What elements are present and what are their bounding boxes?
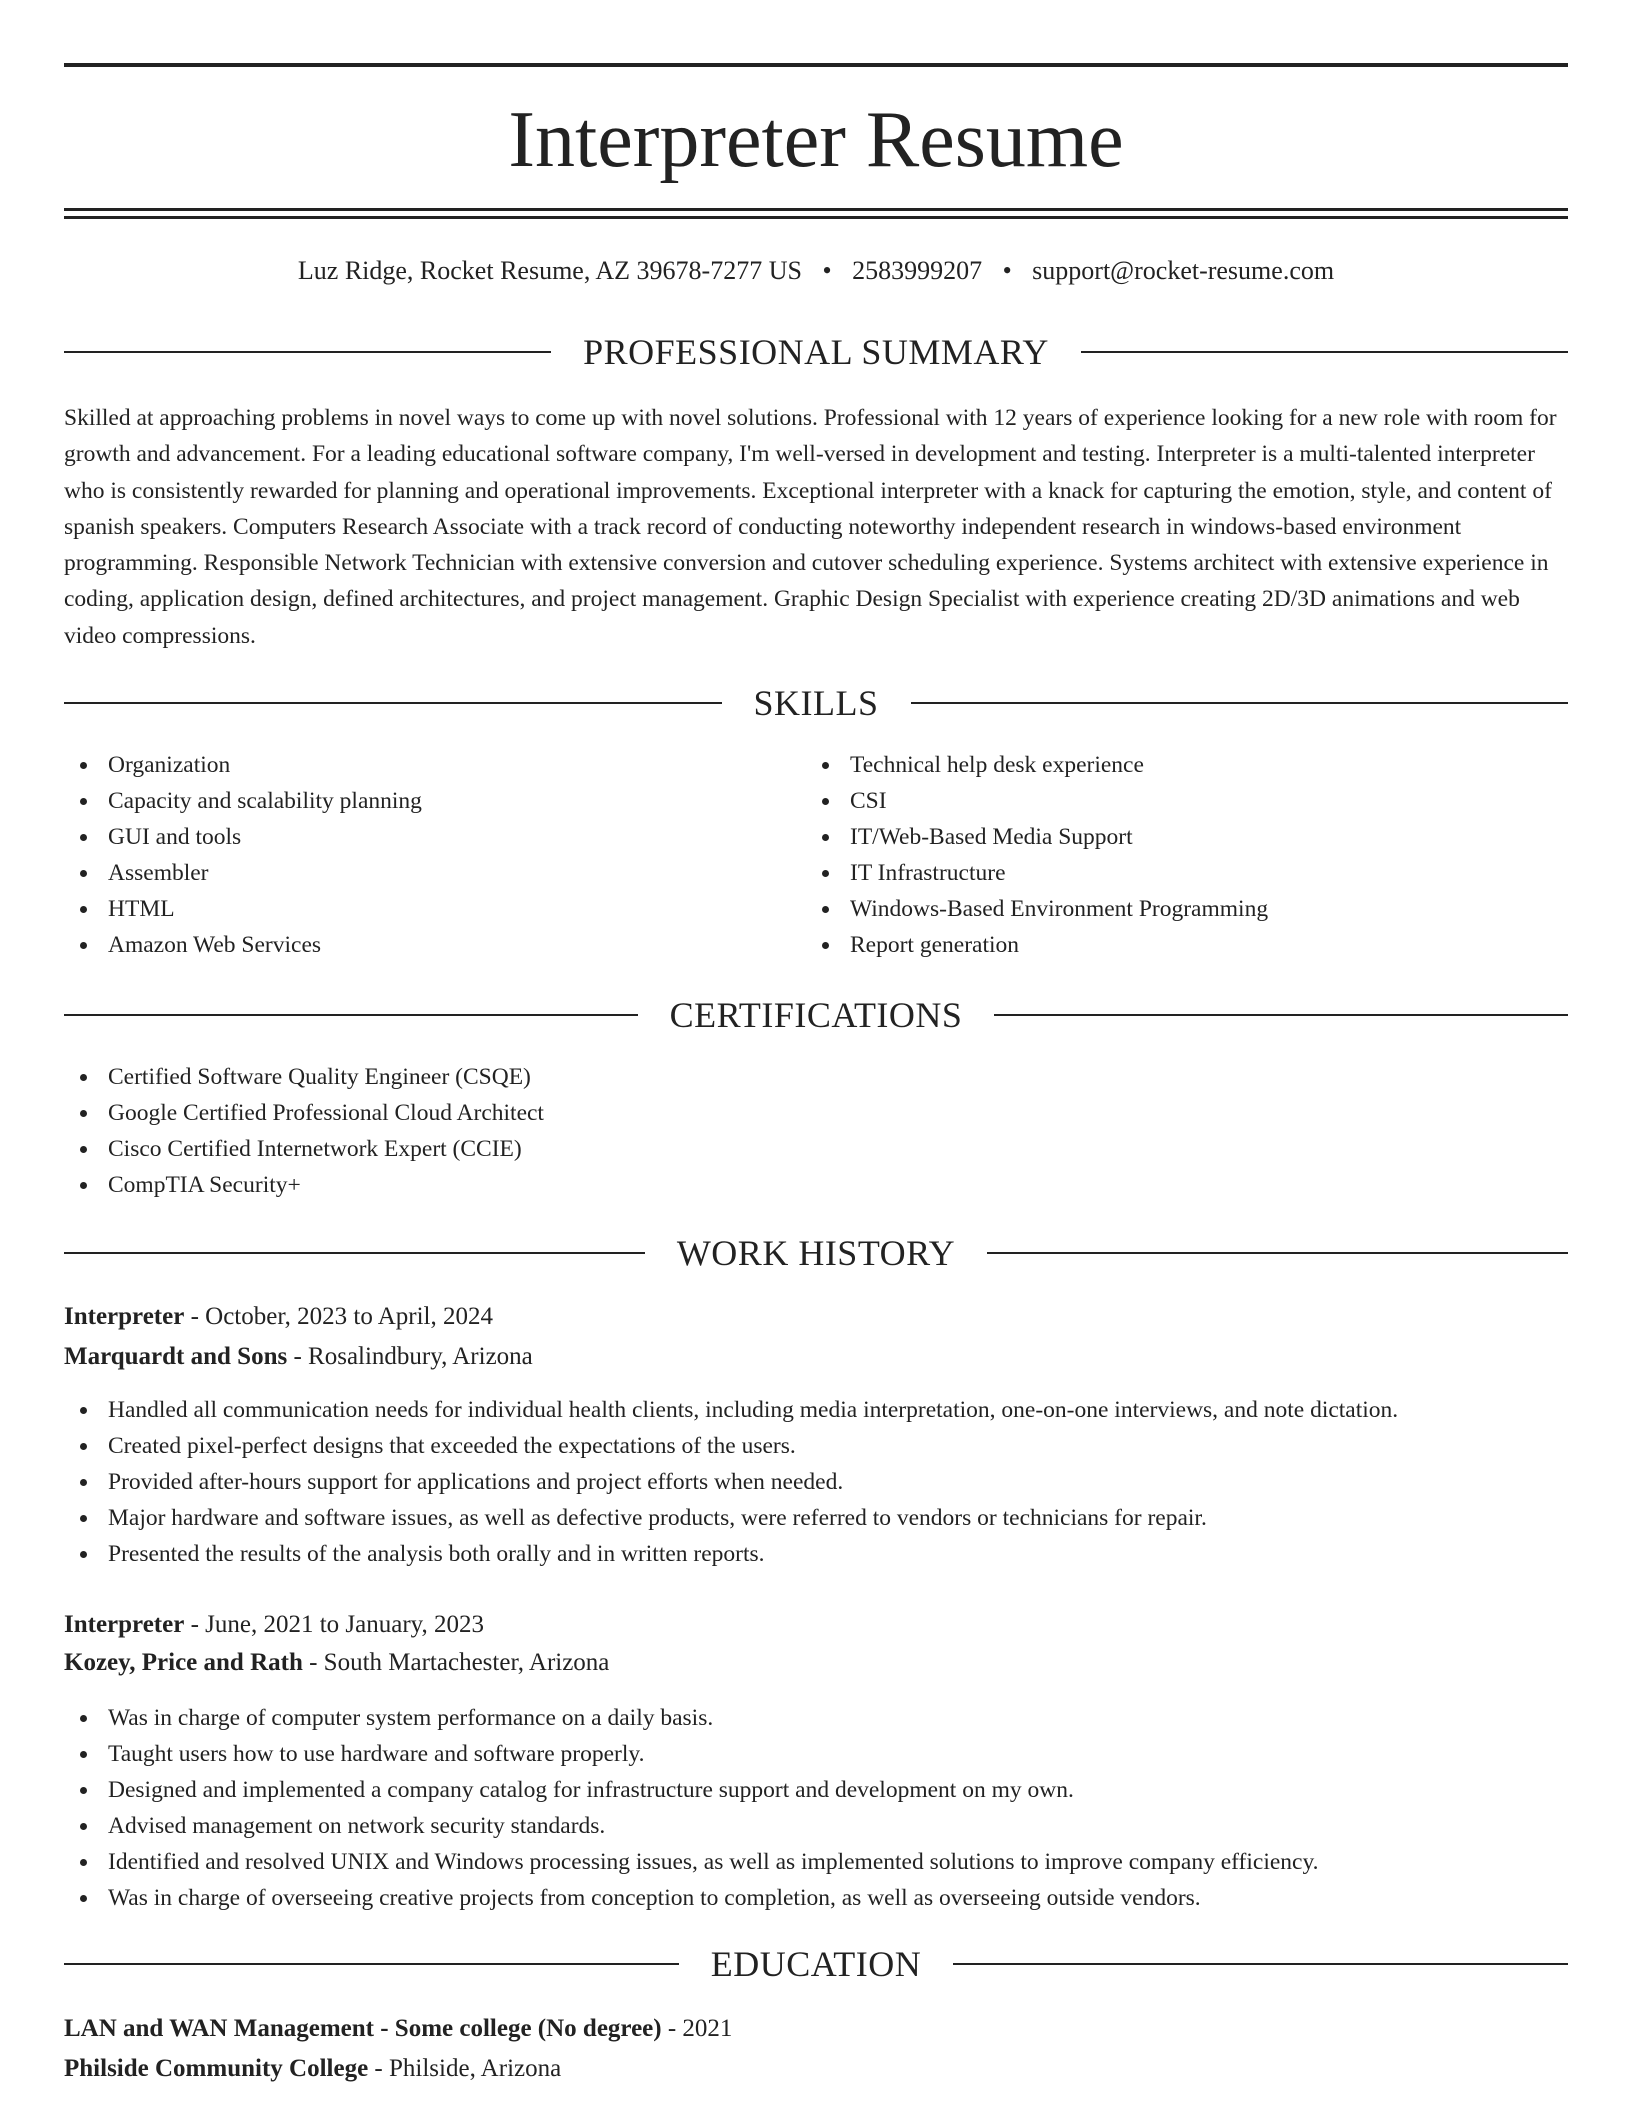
contact-separator: •	[822, 256, 832, 285]
certification-item: Certified Software Quality Engineer (CSQE)	[64, 1059, 1464, 1095]
section-title-certifications: CERTIFICATIONS	[669, 995, 963, 1035]
section-title-summary: PROFESSIONAL SUMMARY	[583, 332, 1049, 372]
skills-list-left	[64, 747, 764, 963]
skill-item: IT/Web-Based Media Support	[806, 819, 1506, 855]
job-bullets	[64, 1700, 1564, 1916]
job-location: - South Martachester, Arizona	[302, 1649, 610, 1676]
education-year: - 2021	[661, 2015, 733, 2042]
section-header-summary	[64, 330, 1568, 374]
section-rule	[64, 1014, 638, 1016]
section-rule	[64, 351, 551, 353]
job-bullet: Was in charge of computer system performance on a daily basis.	[64, 1700, 1564, 1736]
skill-item: Windows-Based Environment Programming	[806, 891, 1506, 927]
job-bullet: Designed and implemented a company catalog for infrastructure support and development on my own.	[64, 1772, 1564, 1808]
contact-address: Luz Ridge, Rocket Resume, AZ 39678-7277 US	[297, 256, 802, 285]
skills-list-right	[806, 747, 1506, 963]
job-bullet: Major hardware and software issues, as well as defective products, were referred to vendors or technicians for repair.	[64, 1500, 1564, 1536]
contact-phone: 2583999207	[852, 256, 983, 285]
skill-item: IT Infrastructure	[806, 855, 1506, 891]
summary-text: Skilled at approaching problems in novel ways to come up with novel solutions. Professional with 12 years of experience looking for a new role with room for growth and advancement. For a leading educational software company, I'm well-versed in development and testing. Interpreter is a multi-talented interpreter who is consistently rewarded for planning and operational improvements. Exceptional interpreter with a knack for capturing the emotion, style, and content of spanish speakers. Computers Research Associate with a track record of conducting noteworthy independent research in windows-based environment programming. Responsible Network Technician with extensive conversion and cutover scheduling experience. Systems architect with extensive experience in coding, application design, defined architectures, and project management. Graphic Design Specialist with experience creating 2D/3D animations and web video compressions.	[64, 405, 1557, 649]
certifications-list	[64, 1059, 1464, 1203]
skill-item: Organization	[64, 747, 764, 783]
title-rule-upper	[64, 208, 1568, 211]
job-company: Kozey, Price and Rath	[64, 1649, 303, 1676]
skill-item: Report generation	[806, 927, 1506, 963]
job-bullet: Was in charge of overseeing creative projects from conception to completion, as well as overseeing outside vendors.	[64, 1880, 1564, 1916]
section-rule	[64, 1252, 645, 1254]
job-dates: - October, 2023 to April, 2024	[184, 1303, 493, 1330]
job-title-line	[64, 1608, 484, 1642]
job-dates: - June, 2021 to January, 2023	[184, 1611, 485, 1638]
skill-item: HTML	[64, 891, 764, 927]
section-rule	[1081, 351, 1568, 353]
section-rule	[64, 702, 722, 704]
section-rule	[994, 1014, 1568, 1016]
job-company-line	[64, 1646, 609, 1680]
job-bullet: Advised management on network security standards.	[64, 1808, 1564, 1844]
education-degree: LAN and WAN Management - Some college (No degree)	[64, 2015, 662, 2042]
job-company-line	[64, 1340, 533, 1374]
job-bullet: Created pixel-perfect designs that exceeded the expectations of the users.	[64, 1428, 1564, 1464]
skill-item: Technical help desk experience	[806, 747, 1506, 783]
contact-separator: •	[1002, 256, 1012, 285]
certification-item: CompTIA Security+	[64, 1167, 1464, 1203]
job-company: Marquardt and Sons	[64, 1343, 288, 1370]
top-rule	[64, 63, 1568, 67]
skill-item: Amazon Web Services	[64, 927, 764, 963]
job-bullet: Identified and resolved UNIX and Windows processing issues, as well as implemented solutions to improve company efficiency.	[64, 1844, 1564, 1880]
title-rule-lower	[64, 216, 1568, 219]
section-header-education	[64, 1942, 1568, 1986]
education-location: - Philside, Arizona	[368, 2055, 562, 2082]
skill-item: Capacity and scalability planning	[64, 783, 764, 819]
job-title: Interpreter	[64, 1611, 185, 1638]
section-title-work: WORK HISTORY	[676, 1233, 956, 1273]
section-rule	[911, 702, 1569, 704]
section-header-skills	[64, 681, 1568, 725]
job-title-line	[64, 1300, 493, 1334]
certification-item: Cisco Certified Internetwork Expert (CCIE)	[64, 1131, 1464, 1167]
job-location: - Rosalindbury, Arizona	[287, 1343, 533, 1370]
section-title-skills: SKILLS	[753, 683, 879, 723]
section-header-work	[64, 1231, 1568, 1275]
job-bullet: Handled all communication needs for individual health clients, including media interpretation, one-on-one interviews, and note dictation.	[64, 1392, 1564, 1428]
contact-email: support@rocket-resume.com	[1032, 256, 1335, 285]
job-bullet: Presented the results of the analysis both orally and in written reports.	[64, 1536, 1564, 1572]
certification-item: Google Certified Professional Cloud Architect	[64, 1095, 1464, 1131]
job-bullets	[64, 1392, 1564, 1572]
education-degree-line	[64, 2012, 732, 2046]
job-bullet: Provided after-hours support for applications and project efforts when needed.	[64, 1464, 1564, 1500]
education-school-line	[64, 2052, 561, 2086]
section-header-certifications	[64, 993, 1568, 1037]
section-rule	[987, 1252, 1568, 1254]
section-title-education: EDUCATION	[710, 1944, 922, 1984]
skill-item: Assembler	[64, 855, 764, 891]
section-rule	[64, 1963, 679, 1965]
resume-title: Interpreter Resume	[508, 96, 1124, 184]
job-title: Interpreter	[64, 1303, 185, 1330]
skill-item: CSI	[806, 783, 1506, 819]
contact-line	[64, 254, 1568, 288]
skill-item: GUI and tools	[64, 819, 764, 855]
job-bullet: Taught users how to use hardware and software properly.	[64, 1736, 1564, 1772]
section-rule	[953, 1963, 1568, 1965]
education-school: Philside Community College	[64, 2055, 369, 2082]
